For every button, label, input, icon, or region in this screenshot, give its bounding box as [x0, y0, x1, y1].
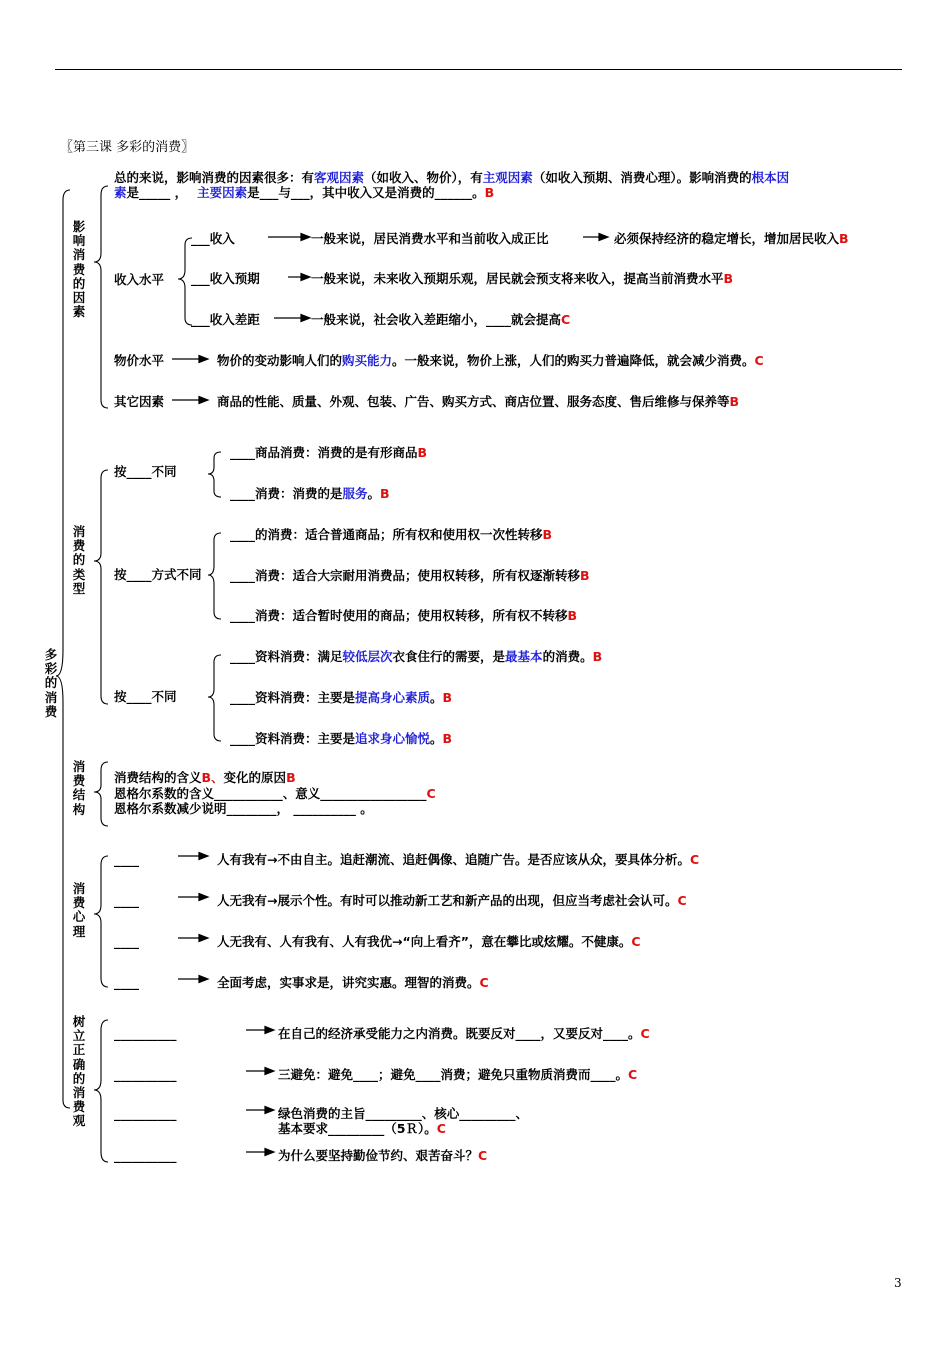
term-main-factor: 主要因素: [197, 185, 248, 200]
grade-badge: C: [628, 1067, 638, 1082]
view-thrift: [278, 1148, 487, 1163]
sec4-label: 消费心理: [72, 881, 86, 939]
income-gap: ___收入差距: [191, 312, 260, 327]
grade-badge: B: [442, 731, 453, 746]
sec1-intro-line1: [114, 170, 789, 185]
grade-badge: C: [689, 852, 700, 867]
extra-text: 必须保持经济的稳定增长，增加居民收入: [614, 231, 840, 246]
desc-text: 一般来说，社会收入差距缩小，____就会提高: [311, 312, 562, 327]
grade-badge: C: [479, 975, 489, 990]
psych-blank: ____: [114, 852, 139, 867]
row-text: ____消费：适合大宗耐用消费品；使用权转移，所有权逐渐转移: [230, 568, 581, 583]
psych-conformity: [217, 852, 699, 867]
grade-badge: B: [567, 608, 578, 623]
grade-badge: B: [380, 486, 390, 501]
view-blank: __________: [114, 1067, 177, 1082]
sec1-label: 影响消费的因素: [72, 219, 86, 320]
g2-row-rental: [230, 608, 577, 623]
row-text: ____消费：消费的是: [230, 486, 343, 501]
income-current-desc: 一般来说，居民消费水平和当前收入成正比: [311, 231, 549, 246]
row-text: 为什么要坚持勤俭节约、艰苦奋斗？: [278, 1148, 479, 1163]
grade-badge: C: [677, 893, 687, 908]
row-text: ____资料消费：主要是: [230, 731, 356, 746]
sec5-bracket: [94, 1020, 108, 1162]
income-label: 收入水平: [114, 272, 165, 287]
intro-text: 是___与___，其中收入又是消费的______。: [247, 185, 485, 200]
desc-text: 物价的变动影响人们的: [217, 353, 343, 368]
row-text: ____商品消费：消费的是有形商品: [230, 445, 418, 460]
psych-comparison: [217, 934, 641, 949]
view-blank: __________: [114, 1106, 177, 1121]
sec5-label: 树立正确的消费观: [72, 1014, 86, 1129]
psych-rational: [217, 975, 489, 990]
grade-badge: C: [426, 786, 436, 801]
row-text: 人无我有→展示个性。有时可以推动新工艺和新产品的出现，但应当考虑社会认可。: [217, 893, 678, 908]
row-text: 恩格尔系数的含义___________、意义_________________: [114, 786, 427, 801]
grade-badge: B: [286, 770, 296, 785]
g1-row-service: [230, 486, 390, 501]
g1-bracket: [208, 452, 221, 497]
row-text: 基本要求_________（5Ｒ）。: [278, 1121, 437, 1136]
sec4-bracket: [94, 856, 108, 987]
sec2-label: 消费的类型: [72, 524, 86, 596]
intro-text: （如收入预期、消费心理）。影响消费的: [532, 170, 752, 185]
view-green-line1: 绿色消费的主旨_________、核心_________、: [278, 1106, 529, 1121]
g3-row-subsistence: [230, 649, 602, 664]
row-text: 消费结构的含义: [114, 770, 202, 785]
grade-badge: B: [723, 271, 734, 286]
g3-label: 按____不同: [114, 689, 177, 704]
row-text: ____资料消费：主要是: [230, 690, 356, 705]
psych-blank: ____: [114, 934, 139, 949]
g2-label: 按____方式不同: [114, 567, 202, 582]
row-text: ____资料消费：满足: [230, 649, 343, 664]
view-within-means: [278, 1026, 650, 1041]
term-most-basic: 最基本: [505, 649, 543, 664]
grade-badge: B: [442, 690, 453, 705]
row-text: 变化的原因: [223, 770, 287, 785]
g1-label: 按____不同: [114, 464, 177, 479]
intro-text: 总的来说，影响消费的因素很多：有: [114, 170, 315, 185]
term-lower-level: 较低层次: [342, 649, 393, 664]
income-gap-desc: [311, 312, 570, 327]
term-root-factor: 根本因: [751, 170, 790, 185]
grade-badge: B: [580, 568, 590, 583]
row-text: 在自己的经济承受能力之内消费。既要反对____，又要反对____。: [278, 1026, 641, 1041]
income-current-extra: [614, 231, 849, 246]
desc-text: 。一般来说，物价上涨，人们的购买力普遍降低，就会减少消费。: [392, 353, 755, 368]
psych-blank: ____: [114, 975, 139, 990]
row-text: 。: [430, 690, 443, 705]
sec3-label: 消费结构: [72, 759, 86, 817]
grade-badge: C: [561, 312, 571, 327]
other-desc: [217, 394, 739, 409]
structure-line1: [114, 770, 296, 785]
grade-badge: B: [592, 649, 603, 664]
grade-badge: C: [478, 1148, 488, 1163]
grade-badge: B: [839, 231, 849, 246]
row-text: ____的消费：适合普通商品；所有权和使用权一次性转移: [230, 527, 543, 542]
g3-row-development: [230, 690, 452, 705]
price-label: 物价水平: [114, 353, 165, 368]
view-blank: __________: [114, 1026, 177, 1041]
income-expectation: ___收入预期: [191, 271, 260, 286]
grade-badge: C: [754, 353, 764, 368]
row-text: 三避免：避免____；避免____消费；避免只重物质消费而____。: [278, 1067, 629, 1082]
other-label: 其它因素: [114, 394, 165, 409]
grade-badge: C: [436, 1121, 446, 1136]
grade-badge: B: [729, 394, 740, 409]
structure-line3: 恩格尔系数减少说明________， __________ 。: [114, 801, 373, 816]
term-subjective: 主观因素: [482, 170, 533, 185]
row-text: 人无我有、人有我有、人有我优→“向上看齐”，意在攀比或炫耀。不健康。: [217, 934, 632, 949]
g2-row-loan: [230, 568, 590, 583]
desc-text: 商品的性能、质量、外观、包装、广告、购买方式、商店位置、服务态度、售后维修与保养等: [217, 394, 730, 409]
root-label: 多彩的消费: [44, 647, 58, 719]
price-desc: [217, 353, 764, 368]
income-bracket: [178, 238, 192, 325]
psych-blank: ____: [114, 893, 139, 908]
term-pursue-pleasure: 追求身心愉悦: [355, 731, 431, 746]
intro-text: （如收入、物价），有: [364, 170, 483, 185]
psych-difference: [217, 893, 687, 908]
row-text: 。: [430, 731, 443, 746]
term-service: 服务: [342, 486, 368, 501]
row-text: 衣食住行的需要，是: [392, 649, 506, 664]
desc-text: 一般来说，未来收入预期乐观，居民就会预支将来收入，提高当前消费水平: [311, 271, 724, 286]
grade-badge: B: [417, 445, 428, 460]
sec1-bracket: [94, 186, 108, 408]
g2-row-cash: [230, 527, 552, 542]
row-text: 的消费。: [542, 649, 593, 664]
income-expectation-desc: [311, 271, 733, 286]
sec1-intro-line2: [114, 185, 494, 200]
term-improve-quality: 提高身心素质: [355, 690, 431, 705]
row-text: 全面考虑，实事求是，讲究实惠。理智的消费。: [217, 975, 480, 990]
grade-badge: B、: [201, 770, 224, 785]
grade-badge: B: [542, 527, 553, 542]
view-three-avoid: [278, 1067, 637, 1082]
row-text: ____消费：适合暂时使用的商品；使用权转移，所有权不转移: [230, 608, 568, 623]
term-purchasing-power: 购买能力: [342, 353, 393, 368]
g3-row-enjoyment: [230, 731, 452, 746]
g2-bracket: [208, 533, 221, 619]
grade-badge: C: [631, 934, 641, 949]
sec2-bracket: [94, 470, 108, 704]
root-bracket: [56, 190, 70, 1108]
lesson-header: 〖第三课 多彩的消费〗: [60, 140, 195, 155]
page-number: 3: [894, 1276, 902, 1290]
income-current: ___收入: [191, 231, 235, 246]
row-text: 。: [367, 486, 381, 501]
grade-badge: C: [640, 1026, 650, 1041]
g3-bracket: [208, 655, 221, 741]
row-text: 人有我有→不由自主。追赶潮流、追赶偶像、追随广告。是否应该从众，要具体分析。: [217, 852, 690, 867]
grade-badge: B: [484, 185, 495, 200]
term-objective: 客观因素: [314, 170, 365, 185]
term-root-factor-cont: 素: [114, 185, 127, 200]
intro-text: 是_____ ，: [126, 185, 188, 200]
view-green-line2: [278, 1121, 446, 1136]
sec3-bracket: [94, 762, 108, 826]
view-blank: __________: [114, 1148, 177, 1163]
g1-row-goods: [230, 445, 427, 460]
structure-line2: [114, 786, 436, 801]
